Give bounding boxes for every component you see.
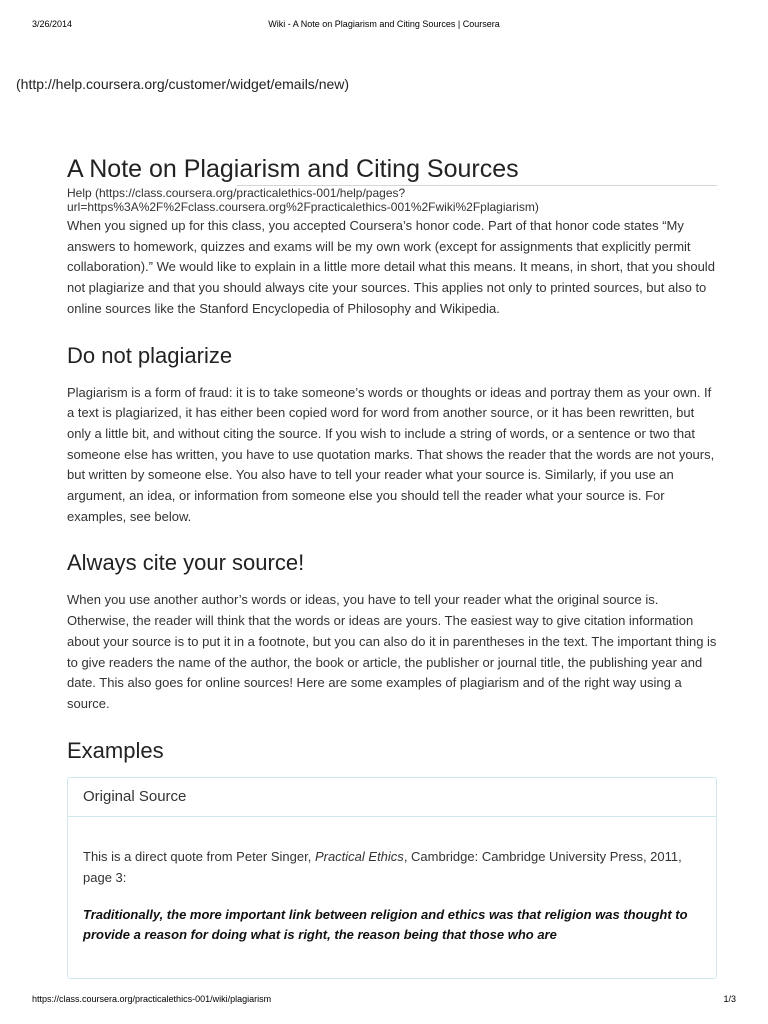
section-heading: Do not plagiarize [67, 342, 233, 368]
section-paragraph: Plagiarism is a form of fraud: it is to take someone’s words or thoughts or ideas and portray them as your own. If a text is plagiarized, it has either been copied word for word from another source, or it has been rewritten, but only a little bit, and without citing the source. If you wish to include a string of words, or a sentence or two that someone else has written, you have to use quotation marks. That shows the reader that the words are not yours, but written by someone else. You also have to tell your reader what your source is. Similarly, if you use an argument, an idea, or information from someone else you should tell the reader what your source is. For examples, see below. [67, 384, 715, 524]
print-footer [0, 994, 768, 1008]
section-examples [67, 737, 717, 979]
book-title: Practical Ethics [314, 848, 404, 864]
print-date: 3/26/2014 [32, 19, 73, 29]
section-do-not-plagiarize [67, 342, 717, 528]
panel-heading: Original Source [68, 778, 716, 817]
print-url: https://class.coursera.org/practicalethics-001/wiki/plagiarism [32, 994, 272, 1004]
breadcrumb[interactable]: Help (https://class.coursera.org/practicalethics-001/help/pages?url=https%3A%2F%2Fclass.coursera.org%2Fpracticalethics-001%2Fwiki%2Fplagiarism) [67, 186, 539, 214]
citation-text [83, 846, 701, 888]
citation-pre: This is a direct quote from Peter Singer, [83, 848, 315, 864]
original-source-panel [67, 777, 717, 979]
citation-post: , Cambridge: Cambridge University Press, 2011, page 3: [83, 848, 682, 885]
section-always-cite [67, 549, 717, 714]
page-title: A Note on Plagiarism and Citing Sources [67, 155, 519, 183]
panel-body [68, 817, 716, 946]
help-feedback-link[interactable]: (http://help.coursera.org/customer/widget/emails/new) [16, 76, 350, 92]
print-title: Wiki - A Note on Plagiarism and Citing Sources | Coursera [268, 19, 500, 29]
quoted-passage: Traditionally, the more important link between religion and ethics was that religion was thought to provide a reason for doing what is right, the reason being that those who are [83, 906, 688, 943]
section-paragraph: When you use another author’s words or ideas, you have to tell your reader what the original source is. Otherwise, the reader will think that the words or ideas are yours. The easiest way to give citation information about your source is to put it in a footnote, but you can also do it in parentheses in the text. The important thing is to give readers the name of the author, the book or article, the publisher or journal title, the publishing year and date. This also goes for online sources! Here are some examples of plagiarism and of the right way using a source. [67, 592, 717, 711]
print-header [0, 19, 768, 33]
page-number: 1/3 [723, 994, 736, 1004]
section-heading: Examples [67, 737, 164, 763]
section-heading: Always cite your source! [67, 550, 305, 576]
intro-paragraph: When you signed up for this class, you accepted Coursera’s honor code. Part of that honor code states “My answers to homework, quizzes and exams will be my own work (except for assignments that explicitly permit collaboration).” We would like to explain in a little more detail what this means. It means, in short, that you should not plagiarize and that you should always cite your sources. This applies not only to printed sources, but also to online sources like the Stanford Encyclopedia of Philosophy and Wikipedia. [67, 218, 715, 316]
wiki-content [67, 152, 717, 979]
